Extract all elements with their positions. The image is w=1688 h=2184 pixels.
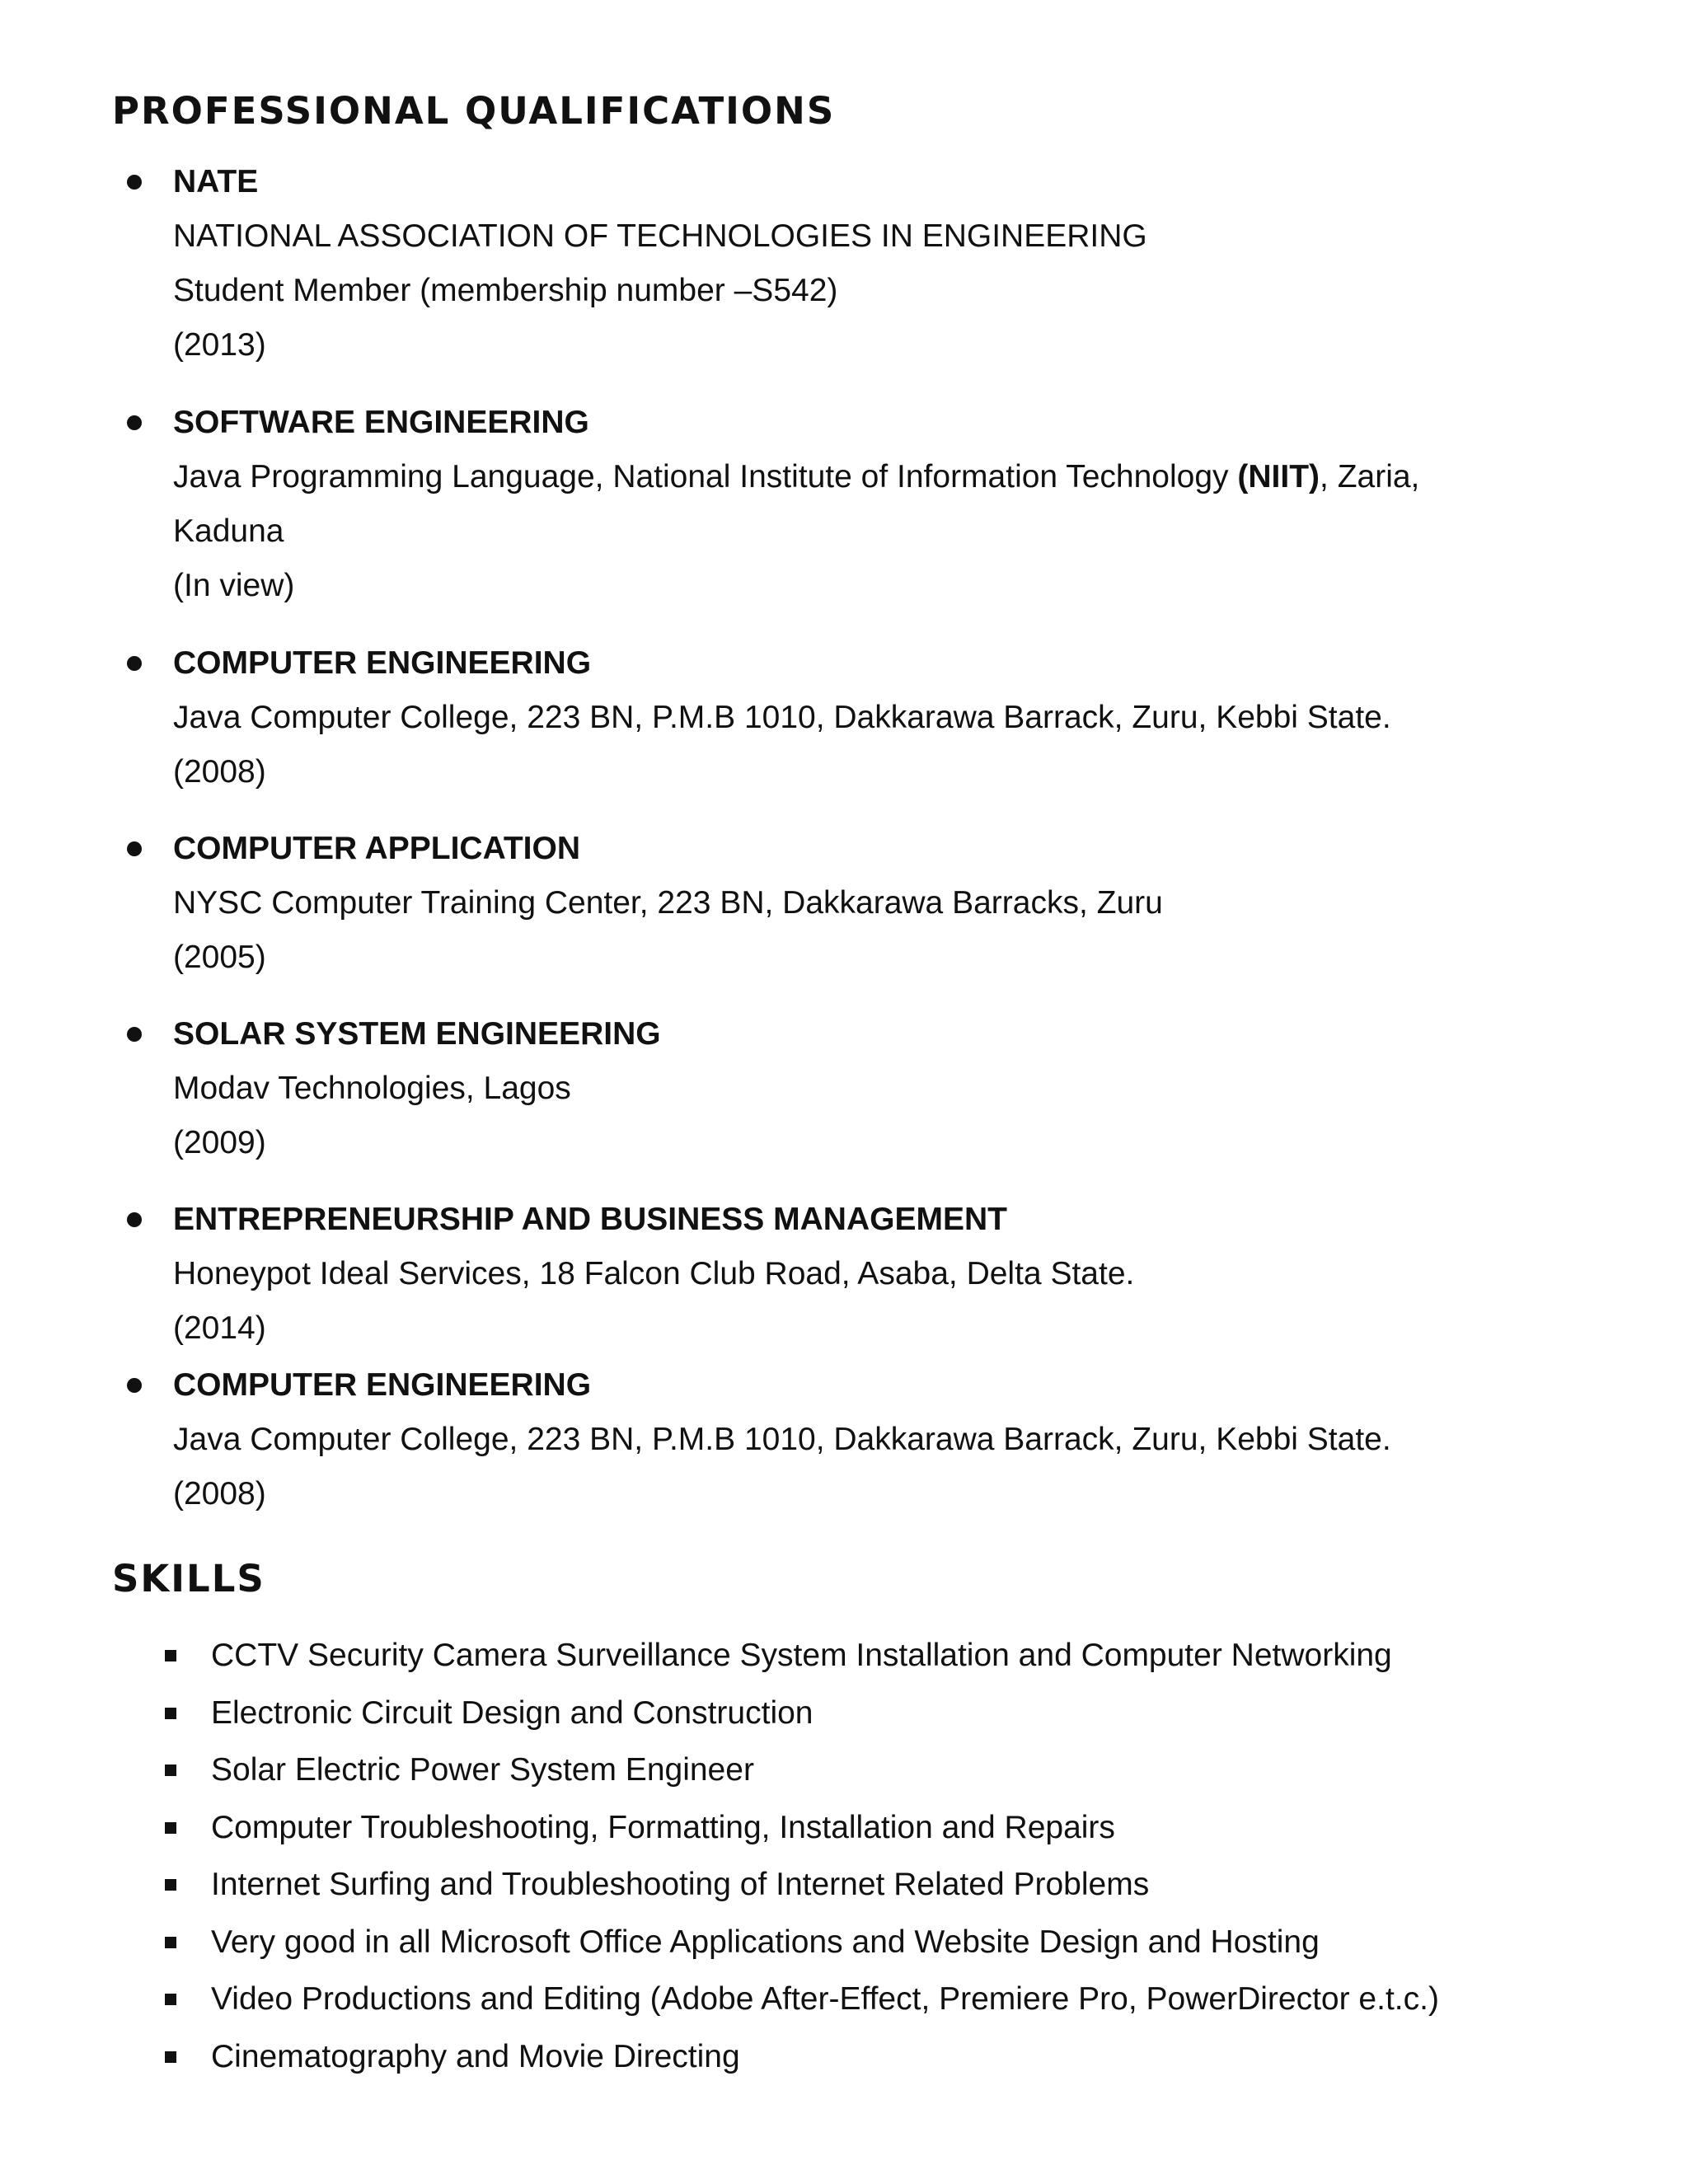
skill-label: CCTV Security Camera Surveillance System Installation and Computer Networking [211, 1638, 1392, 1673]
bullet-square-icon [165, 1765, 176, 1776]
qualification-title: COMPUTER ENGINEERING [173, 645, 592, 681]
skill-item [211, 1801, 1612, 1855]
skill-label: Cinematography and Movie Directing [211, 2039, 740, 2074]
qualification-detail: Honeypot Ideal Services, 18 Falcon Club Road, Asaba, Delta State. [173, 1256, 1135, 1291]
bullet-square-icon [165, 1879, 176, 1891]
qualification-year: (In view) [173, 568, 295, 603]
qualification-title: COMPUTER ENGINEERING [173, 1367, 592, 1403]
qualification-detail: Student Member (membership number –S542) [173, 273, 838, 308]
skill-item [211, 1686, 1612, 1741]
bullet-dot-icon [127, 841, 142, 856]
skill-label: Electronic Circuit Design and Construction [211, 1695, 814, 1731]
bullet-square-icon [165, 1994, 176, 2005]
bullet-square-icon [165, 1650, 176, 1661]
qualification-title: SOLAR SYSTEM ENGINEERING [173, 1016, 661, 1052]
qualification-item [173, 1007, 1574, 1170]
qualification-item [173, 1358, 1574, 1521]
qualification-year: (2008) [173, 1476, 266, 1511]
qualification-title: SOFTWARE ENGINEERING [173, 405, 589, 440]
skill-item [211, 1858, 1612, 1912]
qualification-item [173, 155, 1574, 373]
bullet-dot-icon [127, 1027, 142, 1042]
qualification-year: (2013) [173, 327, 266, 363]
bullet-dot-icon [127, 415, 142, 430]
skills-heading: SKILLS [112, 1557, 265, 1601]
skill-item [211, 1629, 1612, 1683]
qualification-item [173, 396, 1574, 613]
qualification-detail: Kaduna [173, 513, 284, 549]
skill-label: Internet Surfing and Troubleshooting of Internet Related Problems [211, 1867, 1150, 1902]
bullet-square-icon [165, 1708, 176, 1719]
qualification-year: (2014) [173, 1310, 266, 1346]
skill-label: Very good in all Microsoft Office Applications and Website Design and Hosting [211, 1924, 1320, 1960]
bullet-square-icon [165, 2051, 176, 2063]
bullet-dot-icon [127, 1212, 142, 1227]
qualification-year: (2009) [173, 1125, 266, 1160]
skill-item [211, 2030, 1612, 2084]
skill-item [211, 1972, 1612, 2027]
qualification-year: (2005) [173, 940, 266, 975]
skill-label: Computer Troubleshooting, Formatting, Installation and Repairs [211, 1810, 1115, 1845]
qualification-detail: Modav Technologies, Lagos [173, 1071, 571, 1106]
bullet-square-icon [165, 1822, 176, 1834]
qualification-title: ENTREPRENEURSHIP AND BUSINESS MANAGEMENT [173, 1202, 1007, 1237]
qualification-item [173, 1193, 1574, 1356]
bullet-dot-icon [127, 1378, 142, 1393]
qualification-detail: NATIONAL ASSOCIATION OF TECHNOLOGIES IN ENGINEERING [173, 218, 1147, 254]
qualification-detail-text: , Zaria, [1320, 459, 1420, 494]
skill-item [211, 1915, 1612, 1970]
skill-item [211, 1743, 1612, 1797]
qualification-item [173, 636, 1574, 799]
skill-label: Solar Electric Power System Engineer [211, 1752, 754, 1788]
qualification-detail: Java Computer College, 223 BN, P.M.B 1010, Dakkarawa Barrack, Zuru, Kebbi State. [173, 700, 1391, 735]
qualification-title: NATE [173, 164, 259, 199]
qualification-detail: Java Computer College, 223 BN, P.M.B 1010, Dakkarawa Barrack, Zuru, Kebbi State. [173, 1422, 1391, 1457]
bullet-square-icon [165, 1937, 176, 1948]
qualification-year: (2008) [173, 754, 266, 790]
professional-qualifications-heading: PROFESSIONAL QUALIFICATIONS [112, 89, 836, 133]
qualification-detail-bold: (NIIT) [1237, 459, 1320, 494]
qualification-detail [173, 450, 1574, 504]
qualification-title: COMPUTER APPLICATION [173, 831, 580, 866]
skill-label: Video Productions and Editing (Adobe After-Effect, Premiere Pro, PowerDirector e.t.c.) [211, 1981, 1439, 2017]
qualification-detail: NYSC Computer Training Center, 223 BN, Dakkarawa Barracks, Zuru [173, 885, 1163, 921]
bullet-dot-icon [127, 175, 142, 190]
bullet-dot-icon [127, 656, 142, 671]
qualification-item [173, 822, 1574, 985]
qualification-detail-text: Java Programming Language, National Institute of Information Technology [173, 459, 1238, 494]
